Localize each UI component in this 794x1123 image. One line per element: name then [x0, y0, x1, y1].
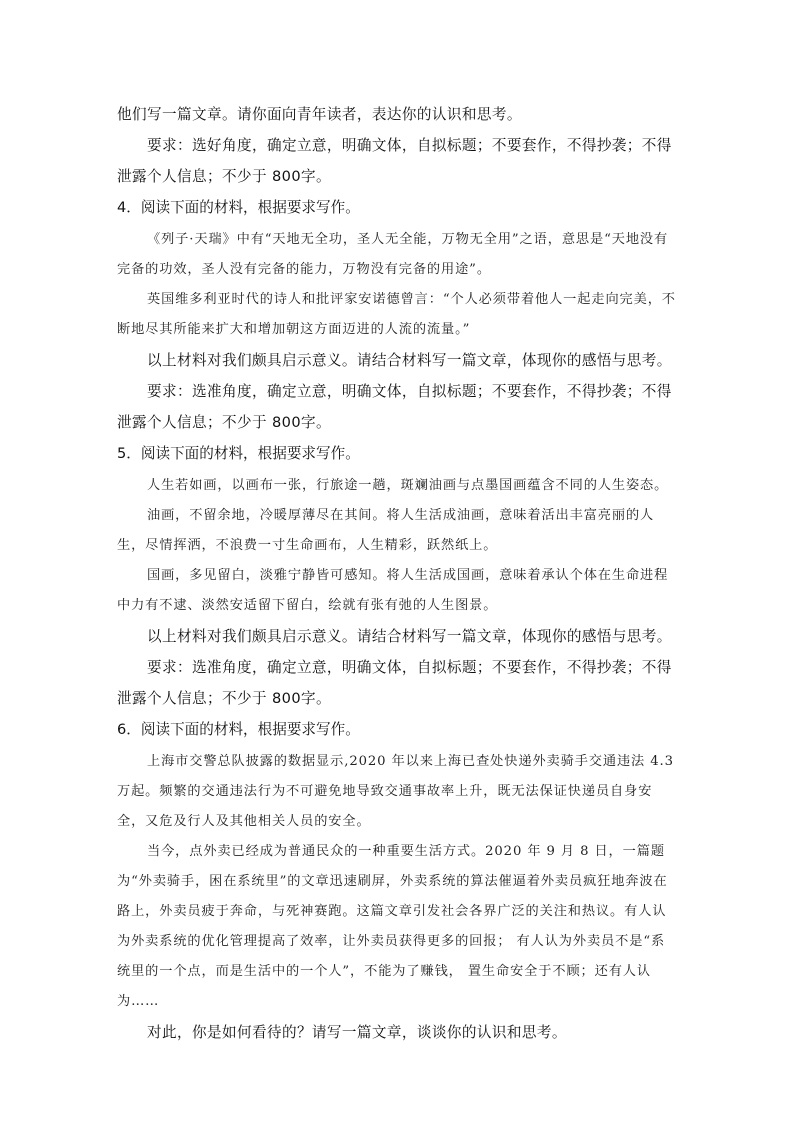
question-4-task: 以上材料对我们颇具启示意义。请结合材料写一篇文章，体现你的感悟与思考。: [147, 352, 672, 369]
question-6-material-2: 当今，点外卖已经成为普通民众的一种重要生活方式。2020 年 9 月 8 日，一篇题为“外卖骑手，困在系统里”的文章迅速刷屏，外卖系统的算法催逼着外卖员疯狂地奔波在路上，外卖员疲于奔命，与死神赛跑。这篇文章引发社会各界广泛的关注和热议。有人认为外卖系统的优化管理提高了效率，让外卖员获得更多的回报； 有人认为外卖员不是“系统里的一个点，而是生活中的一个人”，不能为了赚钱， 置生命安全于不顾；还有人认为……: [117, 844, 668, 1009]
question-6-material-1: 上海市交警总队披露的数据显示,2020 年以来上海已查处快递外卖骑手交通违法 4.3 万起。频繁的交通违法行为不可避免地导致交通事故率上升，既无法保证快递员自身安全，又危及行人及其他相关人员的安全。: [117, 754, 674, 829]
question-4-material-1: 《列子·天瑞》中有“天地无全功，圣人无全能，万物无全用”之语，意思是“天地没有完备的功效，圣人没有完备的能力，万物没有完备的用途”。: [117, 232, 669, 277]
question-4-material-2: 英国维多利亚时代的诗人和批评家安诺德曾言：“个人必须带着他人一起走向完美，不断地尽其所能来扩大和增加朝这方面迈进的人流的流量。”: [117, 292, 676, 337]
question-4-requirement: 要求：选准角度，确定立意，明确文体，自拟标题；不要套作，不得抄袭；不得泄露个人信息；不少于 800字。: [117, 383, 672, 431]
question-6-task: 对此，你是如何看待的？请写一篇文章，谈谈你的认识和思考。: [147, 1024, 567, 1041]
page-content: [117, 99, 677, 1048]
question-5-material-2: 油画，不留余地，冷暖厚薄尽在其间。将人生活成油画，意味着活出丰富亮丽的人生，尽情挥洒，不浪费一寸生命画布，人生精彩，跃然纸上。: [117, 508, 655, 553]
question-5-requirement: 要求：选准角度，确定立意，明确文体，自拟标题；不要套作，不得抄袭；不得泄露个人信息；不少于 800字。: [117, 659, 672, 707]
question-5-material-3: 国画，多见留白，淡雅宁静皆可感知。将人生活成国画，意味着承认个体在生命进程中力有不逮、淡然安适留下留白，绘就有张有弛的人生图景。: [117, 568, 669, 613]
question-5-task: 以上材料对我们颇具启示意义。请结合材料写一篇文章，体现你的感悟与思考。: [147, 628, 672, 645]
prev-question-tail: 他们写一篇文章。请你面向青年读者，表达你的认识和思考。: [117, 106, 522, 123]
question-5-material-1: 人生若如画，以画布一张，行旅途一趟，斑斓油画与点墨国画蕴含不同的人生姿态。: [147, 478, 669, 493]
prev-question-requirement: 要求：选好角度，确定立意，明确文体，自拟标题；不要套作，不得抄袭；不得泄露个人信息；不少于 800字。: [117, 137, 672, 185]
question-6-heading: 6．阅读下面的材料，根据要求写作。: [117, 721, 360, 738]
question-4-heading: 4．阅读下面的材料，根据要求写作。: [117, 199, 360, 216]
question-5-heading: 5．阅读下面的材料，根据要求写作。: [117, 445, 360, 462]
